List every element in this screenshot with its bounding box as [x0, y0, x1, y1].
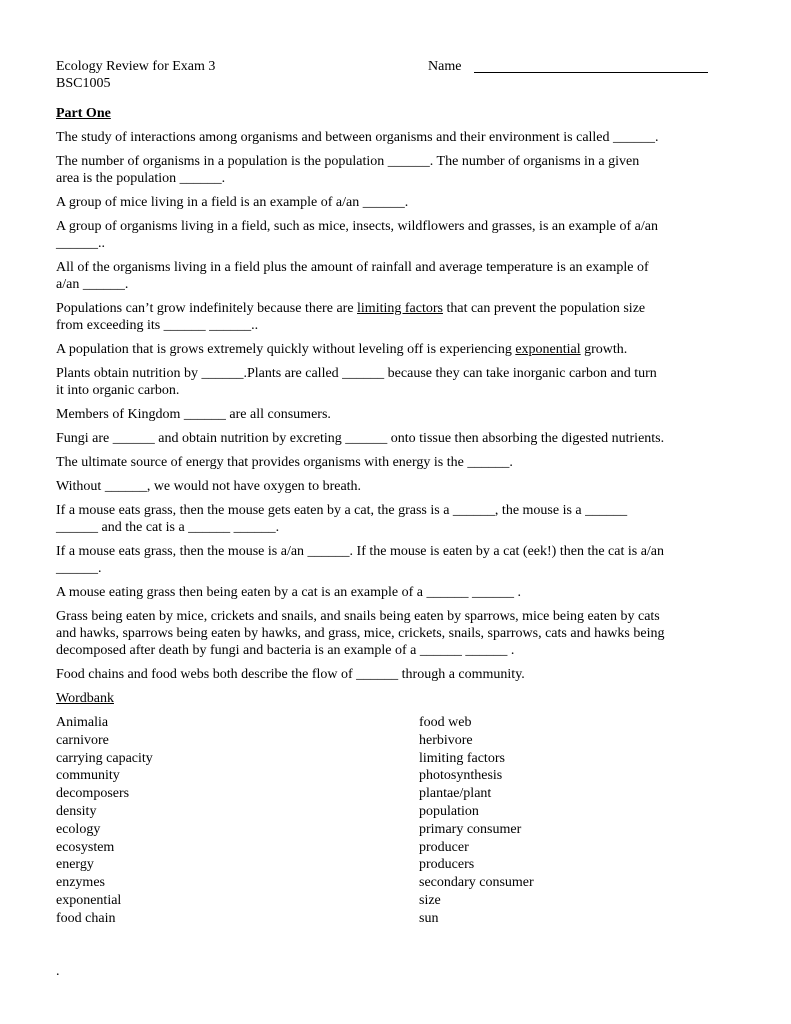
wordbank-word: photosynthesis [419, 768, 503, 784]
part-title: Part One [56, 106, 111, 121]
question-8: Plants obtain nutrition by ______.Plants are called ______ because they can take inorganic carbon and turn it into organic carbon. [56, 366, 657, 398]
wordbank-word: energy [56, 857, 94, 873]
question-7: A population that is grows extremely quickly without leveling off is experiencing exponential growth. [56, 342, 628, 357]
wordbank-word: limiting factors [419, 750, 505, 766]
wordbank-word: food chain [56, 910, 116, 926]
question-3: A group of mice living in a field is an example of a/an ______. [56, 195, 409, 210]
wordbank-right-column [419, 714, 534, 928]
wordbank-word: population [419, 803, 479, 819]
header [56, 58, 746, 92]
wordbank-word: producers [419, 857, 475, 873]
course-code: BSC1005 [56, 76, 111, 91]
wordbank-word: ecosystem [56, 839, 115, 855]
name-blank-line[interactable] [474, 72, 708, 73]
wordbank-word: density [56, 803, 97, 819]
question-6: Populations can’t grow indefinitely because there are limiting factors that can prevent the population size from exceeding its ______ ______.. [56, 301, 646, 333]
question-4: A group of organisms living in a field, such as mice, insects, wildflowers and grasses, is an example of a/an ______.. [56, 219, 658, 251]
question-9: Members of Kingdom ______ are all consumers. [56, 407, 331, 422]
question-10: Fungi are ______ and obtain nutrition by excreting ______ onto tissue then absorbing the digested nutrients. [56, 431, 665, 446]
wordbank-word: size [419, 892, 441, 908]
question-1: The study of interactions among organisms and between organisms and their environment is called ______. [56, 130, 659, 145]
wordbank-word: carrying capacity [56, 750, 153, 766]
question-13: If a mouse eats grass, then the mouse gets eaten by a cat, the grass is a ______, the mouse is a ______ ______ and the cat is a ______ ______. [56, 503, 628, 535]
trailing-mark: . [56, 964, 60, 979]
worksheet-page [56, 58, 746, 930]
wordbank-left-column [56, 714, 153, 928]
doc-title: Ecology Review for Exam 3 [56, 59, 216, 74]
wordbank-word: herbivore [419, 732, 473, 748]
wordbank [56, 714, 746, 930]
question-15: A mouse eating grass then being eaten by a cat is an example of a ______ ______ . [56, 585, 521, 600]
underlined-term: exponential [515, 342, 581, 357]
wordbank-word: exponential [56, 892, 122, 908]
wordbank-word: secondary consumer [419, 875, 534, 891]
wordbank-word: community [56, 768, 120, 784]
wordbank-word: enzymes [56, 875, 105, 891]
question-16: Grass being eaten by mice, crickets and snails, and snails being eaten by sparrows, mice being eaten by cats and hawks, sparrows being eaten by hawks, and grass, mice, crickets, snails, sparrows, cats and hawks being decomposed after death by fungi and bacteria is an example of a ______ ______ . [56, 609, 665, 658]
wordbank-title: Wordbank [56, 691, 114, 706]
question-2: The number of organisms in a population is the population ______. The number of organisms in a given area is the population ______. [56, 154, 640, 186]
wordbank-word: ecology [56, 821, 101, 837]
wordbank-word: plantae/plant [419, 786, 492, 802]
wordbank-word: decomposers [56, 786, 130, 802]
wordbank-word: producer [419, 839, 469, 855]
wordbank-word: Animalia [56, 715, 109, 730]
wordbank-word: primary consumer [419, 821, 522, 837]
wordbank-word: sun [419, 910, 439, 926]
question-5: All of the organisms living in a field plus the amount of rainfall and average temperature is an example of a/an ______. [56, 260, 649, 292]
name-label: Name [428, 59, 462, 74]
question-12: Without ______, we would not have oxygen to breath. [56, 479, 362, 494]
question-14: If a mouse eats grass, then the mouse is a/an ______. If the mouse is eaten by a cat (eek!) then the cat is a/an ______. [56, 544, 665, 576]
wordbank-word: food web [419, 715, 472, 730]
wordbank-word: carnivore [56, 732, 109, 748]
underlined-term: limiting factors [357, 301, 443, 316]
question-11: The ultimate source of energy that provides organisms with energy is the ______. [56, 455, 513, 470]
question-17: Food chains and food webs both describe the flow of ______ through a community. [56, 667, 525, 682]
